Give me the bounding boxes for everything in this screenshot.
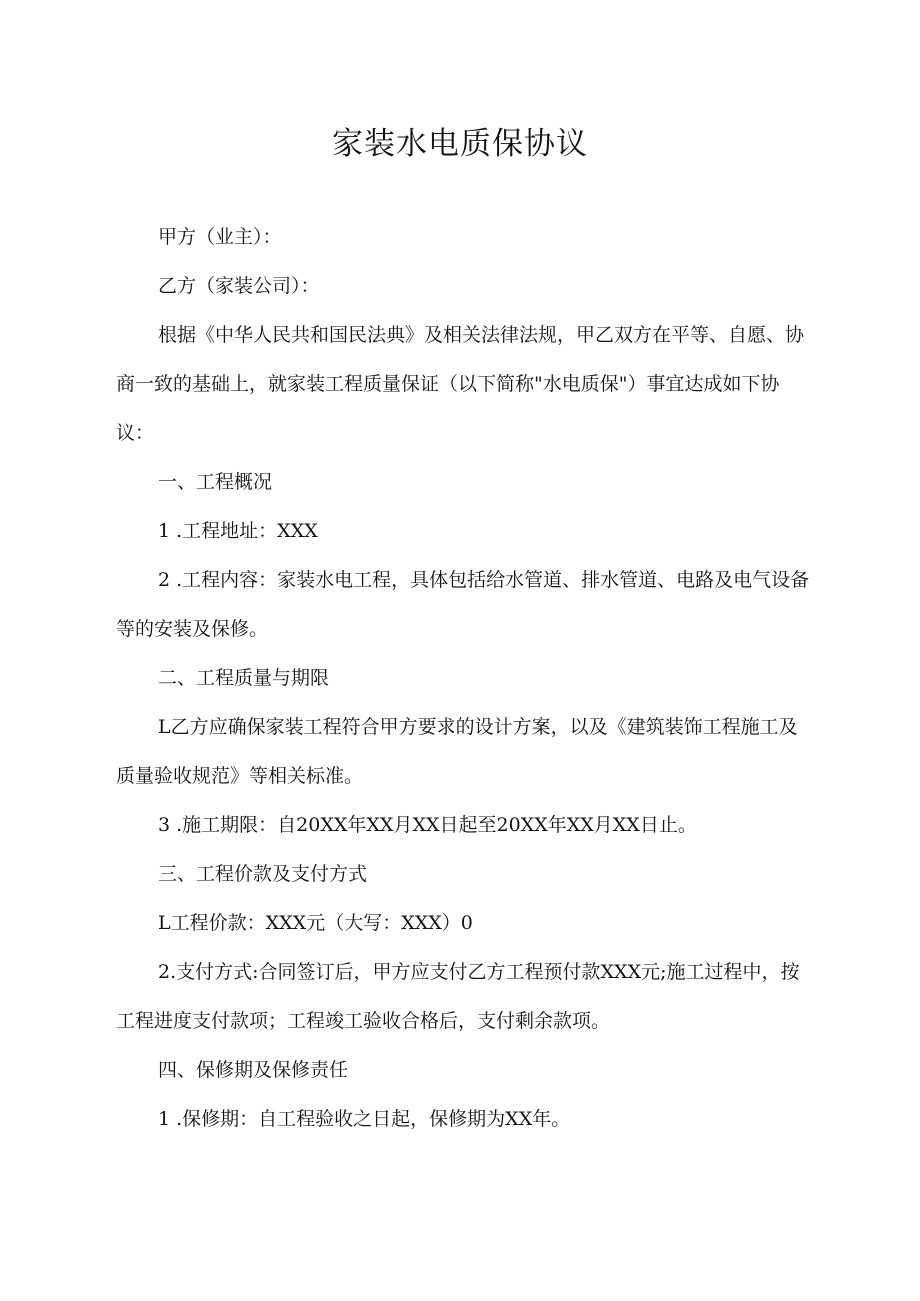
preamble-paragraph: 根据《中华人民共和国民法典》及相关法律法规，甲乙双方在平等、自愿、协商一致的基础上，就家装工程质量保证（以下简称"水电质保"）事宜达成如下协议： — [116, 324, 805, 444]
section-heading-price-payment: 三、工程价款及支付方式 — [158, 863, 368, 885]
party-a-line: 甲方（业主）： — [158, 226, 282, 248]
clause-project-address: 1 .工程地址：XXX — [158, 520, 318, 542]
clause-payment-method: 2.支付方式:合同签订后，甲方应支付乙方工程预付款XXX元;施工过程中，按工程进度支付款项；工程竣工验收合格后，支付剩余款项。 — [116, 961, 800, 1032]
clause-quality-standard: L乙方应确保家装工程符合甲方要求的设计方案，以及《建筑装饰工程施工及质量验收规范》等相关标准。 — [116, 716, 798, 787]
document-body — [116, 213, 816, 1144]
clause-project-price: L工程价款：XXX元（大写：XXX）0 — [158, 912, 473, 934]
clause-warranty-period: 1 .保修期：自工程验收之日起，保修期为XX年。 — [158, 1108, 571, 1130]
party-b-line: 乙方（家装公司）： — [158, 275, 320, 297]
section-heading-warranty: 四、保修期及保修责任 — [158, 1059, 349, 1081]
document-title: 家装水电质保协议 — [332, 126, 588, 162]
clause-project-content: 2 .工程内容：家装水电工程，具体包括给水管道、排水管道、电路及电气设备等的安装及保修。 — [116, 569, 810, 640]
section-heading-project-overview: 一、工程概况 — [158, 471, 273, 493]
section-heading-quality-term: 二、工程质量与期限 — [158, 667, 330, 689]
clause-construction-period: 3 .施工期限：自20XX年XX月XX日起至20XX年XX月XX日止。 — [158, 814, 697, 836]
